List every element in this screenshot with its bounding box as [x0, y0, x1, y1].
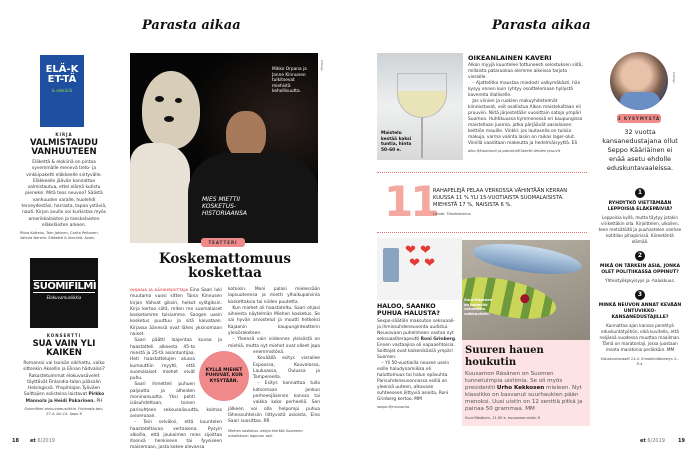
- concert-cover-title: SUOMIFILMI: [33, 281, 97, 292]
- wine-photo: [377, 53, 463, 160]
- question-text: MIKÄ ON TÄRKEIN ASIA, JONKA OLET POLITIIKASSA OPPINUT?: [599, 264, 681, 275]
- theatre-col1: OHJAAJA JA KÄSIKIRJOITTAJA Eino Saari luki muutama vuosi sitten Taina Kinnusen kirjan Vahvat giksin, heikot sylitgiksin. Kirja kertoo siitä, miten me suomalaiset kosketamme toisiamme. Sangen usein kosketus puuttuu ja sitä kaivataan. Kirjassa äänessä ovat lähes yksinomaan naiset. Saari päätti laajentaa kuvaa ja haastatteli alkeesta 45-ta miestä ja 25-tä asiantuntijaa. Heti haastattelujen alussa kumouttiin myytti, että suomalaiset miehet eivät puhu. Saari ihmetteli puhuen paljoutta ja alheiden moninaisuutta. Yksi pohti isäsuhdettaan, toinen parisuhteen seksuaalisuutta, kolmas avioeroaan. – Tein selväksi, että kuuntelen haastateltavaa vertaisena. Pysyin alkoilla, että joukaimen mies sijoittaa itsensä henkiseen tai fyysiseen maisemaan, josta kokee olevansa: [130, 288, 223, 451]
- hearts-icon: ❤ ❤ ❤ ❤: [405, 243, 436, 271]
- phone-article: [377, 303, 459, 410]
- phone-photo: [377, 238, 462, 300]
- phone-source: sexpo.fi/neuvonta: [377, 405, 410, 409]
- book-title: VALMISTAUDU VANHUUTEEN: [29, 138, 99, 157]
- stat-source: Lähde: Tilastokeskus: [433, 212, 471, 216]
- pullquote: KYLLÄ MIEHET PUHUVAT, KUN KYSYTÄÄN.: [199, 351, 249, 401]
- theatre-photo: [130, 53, 318, 243]
- lure-photo: [462, 240, 590, 340]
- book-source: Ritva Kotteus, Tom Jokinen, Carita Peltonen, Valeria Nerwin: Eläkettä & elokiiriä. Avain.: [20, 231, 99, 241]
- answer-text: Kannattaa ajan kanssa perehtyä eduskuntatyöhön, eikä kuvitella, että neljässä vuodessa muuttaa maailman. Tämä on maratonlaji, jossa juostaan monta maratonia peräkkäin. MM: [599, 323, 681, 352]
- phone-icon: [383, 248, 399, 282]
- question-number: 2: [635, 251, 645, 261]
- concert-source: Suomifilmi-elokuvamusiikkia, Finlandia-talo, 27.4. klo 14. lippu.fi: [24, 407, 104, 417]
- blue-lure: [471, 240, 584, 280]
- stat-text: RAHAPELEJÄ PELAA VERKOSSA VÄHINTÄÄN KERRAN KUUSSA 11 % YLI 15-VUOTIAISTA SUOMALAISISTA. MIEHISTÄ 17 %, NAISISTA 6 %.: [433, 188, 568, 208]
- question-list: [598, 188, 682, 367]
- footer-left-mag: et 6/2019: [30, 438, 55, 444]
- concert-title: SUA VAIN YLI KAIKEN: [32, 339, 96, 358]
- theatre-col2: kotoisin. Moni palasi mielessään lapsuuteensa ja mietti ylhaikupolvinia koskettaksia tai niiden puutetta. Kun miehet oli haastateltu, Saari ohjasi aiheesta näytelmän Miehen kosketus. Se sai hyvän arvostelut ja muutti hetkeksi Kajaanin kaupunginteatterin yleisöraketeen. – Yleensä vain viidennes yleisöstä on miehiä, mutta nyt miehet ovat olleet jopa enemmistönä. Keväällä esitys vierailee Espoossa, Kouvolassa, Laukaassa, Oulussa ja Tampereella. – Esitys kannattaa tulla katsomaan jonkun perheenjäsenen kanssa tai vaikka koko perheellä. Sen jälkeen voi olla helpompi puhua läheissuhteisiin liittyvistä asioista, Eino Saari suosittaa. RR: [228, 287, 320, 425]
- lure-photo-caption: Suur-Räsänen on helmellä varustettu vaikkauistin.: [464, 298, 493, 316]
- theatre-title: Koskemattomuus koskettaa: [158, 251, 291, 281]
- lure-body: Kuusamon Räsänen on Suomen tunnetuimpia uistimia. Se oli myös presidentti Urho Kekkosen mieleen. Nyt klassikko on kasvanut suurhaukien pään menoksi. Uusi uistin on 12 senttiä pitkä ja painaa 50 grammaa. MM: [465, 371, 583, 412]
- wine-photo-caption: Maistelu kestää kaksi tuntia, hinta 50–60 e.: [381, 131, 412, 153]
- stat-block: [433, 188, 583, 217]
- actor-face: [226, 111, 266, 159]
- section-header-left: Parasta aikaa: [142, 18, 241, 33]
- theatre-category: TEATTERI: [201, 238, 245, 247]
- handwritten-note: MIES MIETTII KOSKETUS-HISTORIAANSA: [202, 196, 248, 217]
- concert-cover: [30, 258, 98, 328]
- divider: [377, 232, 587, 233]
- footer-right-mag: et 6/2019: [640, 438, 665, 444]
- wine-title: OIKEANLAINEN KAVERI: [468, 54, 552, 62]
- page-number-left: 18: [12, 438, 19, 444]
- question-item: [598, 188, 682, 245]
- question-item: [598, 290, 682, 353]
- question-text: RYHDYTKÖ VIETTÄMÄÄN LEPPOISIA ELÄKEPÄIVIÄ?: [607, 201, 673, 212]
- lure-box: [462, 340, 590, 426]
- book-category: KIRJA: [55, 132, 73, 137]
- lure-source: Suur-Räsänen, 11,90 e. kuusamonuistin.fi: [465, 416, 540, 420]
- portrait-photo: [610, 52, 668, 110]
- book-cover-subtitle: & elokiiriä: [51, 88, 73, 93]
- stat-number: 11: [384, 177, 437, 226]
- interview-intro: 32 vuotta kansanedustajana ollut Seppo Kääriäinen ei enää asetu ehdolle eduskuntavaaleissa.: [602, 128, 678, 172]
- wine-article: [468, 54, 586, 154]
- book-article: [20, 132, 108, 241]
- answer-text: Leppoisia kyllä, mutta täytyy jotakin virikettäkin olla. Kirjoittelen, ulkoilen, teen metsätöitä ja puuhastelen vanhan kotitilan pihapiirissä. Kiireetöntä elämää.: [598, 215, 682, 244]
- theatre-source: Miehen kosketus -esitys kiertää Suomeen maaliskuun loppuun asti.: [228, 428, 303, 438]
- theatre-photo-caption: Mikko Orpana ja Janne Kinnunen tulkitsevat miehistä kehollisuutta.: [272, 67, 307, 94]
- puppet-body: [130, 143, 190, 243]
- page-number-right: 19: [678, 438, 685, 444]
- question-number: 3: [635, 290, 645, 300]
- phone-body: Sexpo-säätiön maksuton seksuaali- ja ihmissuhdeneuvonta uudistui. Neuvovaan puhelimeen vastaa nyt seksuaaliterapeutti Roni Grinberg. Ennen vastaajina oli vapaaehtoisia. Soittajat ovat kaikenikäisiä ympäri Suomen. – Yli 50-vuotiailla nousee usein esille haludynamiikka eli haluttomuus tai halun epäsuhta. Parisuhdeneuvonnassa esillä on yleensä uuteen, alkavaan suhteeseen liittyviä asioita, Roni Grinberg kertoo. MM: [377, 319, 457, 402]
- book-cover-title: ELÄ-KET-TÄ: [45, 64, 79, 85]
- lure-title: Suuren hauen houkutin: [465, 345, 544, 368]
- section-header-right: Parasta aikaa: [492, 18, 591, 33]
- wine-glass: [397, 73, 447, 118]
- wine-source: alko.fi/tasioinnit-ja-palvelut/Elisketti-lehden pruuvit: [468, 149, 561, 153]
- answer-text: Yhteistyökykyisyys ja -halukkuus.: [605, 278, 675, 283]
- phone-title: HALOO, SAANKO PUHUA HALUSTA?: [377, 303, 440, 317]
- theatre-photo-credit: KUVAAJA: [320, 60, 323, 71]
- puppet-head: [142, 71, 200, 149]
- divider: [377, 172, 587, 173]
- portrait-credit: KUVAAJA: [672, 72, 675, 83]
- interview-source: Eduskuntavaalit 14.4. Ennakkoäänestys 3.–9.4.: [600, 357, 680, 366]
- question-text: MINKÄ NEUVON ANNAT KEVÄÄN UNTUVIKKO-KANSANEDUSTAJILLE?: [598, 303, 682, 320]
- concert-article: [20, 333, 108, 417]
- concert-cover-subtitle: Elokuvamusiikkia: [46, 295, 82, 300]
- question-number: 1: [635, 188, 645, 198]
- book-body: Eläkettä & elokiiriä on pintaa syvemmälle menevä tieto- ja vinkkipaketti eläkkeelle siirtyvälle. Eläkkeelle jäävän kannattaa valmistautua, ettei elämä kutistu pieneksi. Mitä teos neuvoo? Säästä vanhuuden varalle, huolehdi terveydestäsi, harrasta, tapaa ystäviä, nauti. Kirjan avulla voi kurkistaa myös amerikkalaisten ja tanskalaisten eläkeläisten arkeen.: [21, 160, 107, 228]
- concert-category: KONSERTTI: [46, 333, 82, 338]
- wine-body: Alkon myyjä kuuntelee tottuneesti selostuksen siitä, millaista pataruokaa olemme aikeissa tarjota vieraille. – Ajattelitko maustaa miedosti valkymäkästi, hän kysyy ennen kuin ryhtyy osoittelemaan hyllystä kavereita illalliselle. Jos viinien ja ruokien makuyhdistelmät kiinnostavat, voit osallistua Alkon maisteluiltaan eli pruuviin. Niitä järjestetään vuosittain satoja ympäri Suomea. Huhtikuussa kymmenessä eri kaupungissa maistellaan juomia, jotka pärjäävät aasialaisen keittiön mauille. Vinkki: jos lautasella on tulisia makuja, varma valinta lasiin on raikas lager-olut. Viinillä vaaditaan makeutta ja hedelmäisyyttä. ES: [468, 63, 583, 146]
- question-item: [598, 251, 682, 284]
- interview-category: 3 KYSYMYSTÄ: [617, 116, 661, 121]
- concert-body: Romanssi vai tsoisän oikihattu, vaiko sittenkin Aksellin ja Elinan hädvalssi? Rakastetuimmat elokuvasävelet täyttävät Finlandia-talon pääsalin Helsingissä. Yhspihlajan Työväen Soittajien solisteina loistavat Pirkko Mannola ja Heidi Pakarinen. PH: [23, 361, 105, 404]
- book-cover: [40, 55, 84, 127]
